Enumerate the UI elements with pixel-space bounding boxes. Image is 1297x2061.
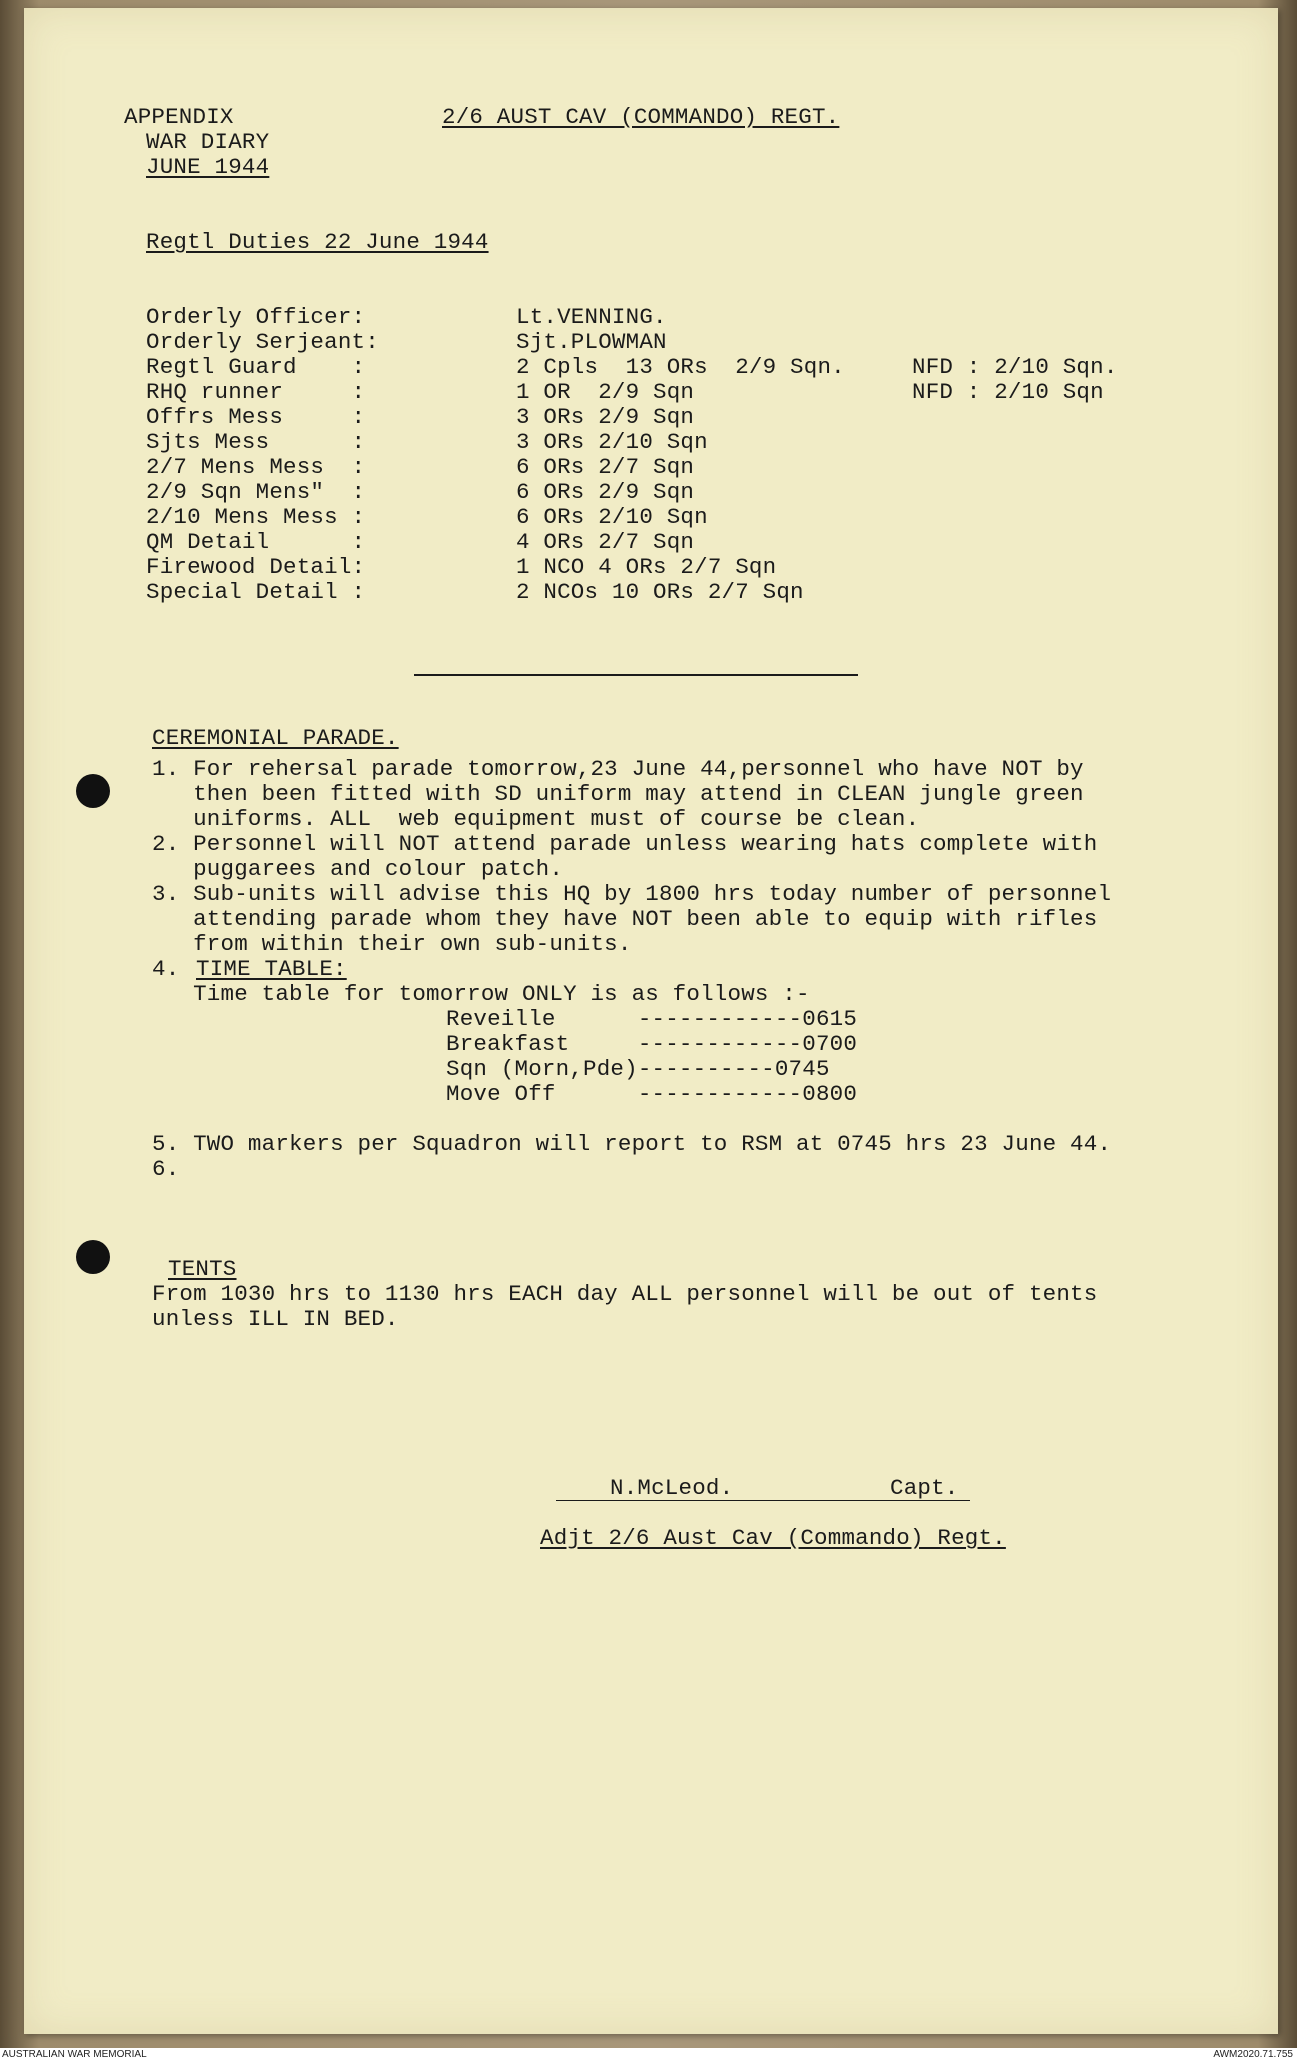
duty-label: QM Detail :: [146, 529, 366, 555]
parade-heading: CEREMONIAL PARADE.: [152, 725, 399, 751]
punch-hole: [76, 1240, 110, 1274]
duty-value: Sjt.PLOWMAN: [516, 329, 667, 355]
archive-footer: [0, 2048, 1297, 2061]
timetable-row: Breakfast ------------0700: [446, 1031, 858, 1057]
tents-line: unless ILL IN BED.: [152, 1306, 399, 1332]
duty-value: 2 Cpls 13 ORs 2/9 Sqn.: [516, 354, 845, 380]
duty-label: Offrs Mess :: [146, 404, 366, 430]
duty-label: Firewood Detail:: [146, 554, 366, 580]
footer-institution: AUSTRALIAN WAR MEMORIAL: [2, 2049, 147, 2060]
duty-label: Orderly Serjeant:: [146, 329, 379, 355]
duty-label: Sjts Mess :: [146, 429, 366, 455]
parade-item-5: 5. TWO markers per Squadron will report to RSM at 0745 hrs 23 June 44.: [152, 1131, 1112, 1157]
duty-value: 3 ORs 2/10 Sqn: [516, 429, 708, 455]
parade-item-2-line: 2. Personnel will NOT attend parade unless wearing hats complete with: [152, 831, 1098, 857]
parade-item-1-line: then been fitted with SD uniform may attend in CLEAN jungle green: [152, 781, 1084, 807]
duty-label: Special Detail :: [146, 579, 366, 605]
duties-heading: Regtl Duties 22 June 1944: [146, 229, 489, 255]
duty-value: 1 OR 2/9 Sqn: [516, 379, 695, 405]
duty-label: Regtl Guard :: [146, 354, 366, 380]
parade-item-2-line: puggarees and colour patch.: [152, 856, 564, 882]
duty-extra: NFD : 2/10 Sqn: [912, 379, 1104, 405]
duty-value: Lt.VENNING.: [516, 304, 667, 330]
unit-title: 2/6 AUST CAV (COMMANDO) REGT.: [442, 104, 840, 130]
timetable-heading: TIME TABLE:: [196, 956, 347, 982]
duty-value: 6 ORs 2/9 Sqn: [516, 479, 695, 505]
timetable-intro: Time table for tomorrow ONLY is as follows :-: [152, 981, 810, 1007]
duty-value: 3 ORs 2/9 Sqn: [516, 404, 695, 430]
parade-item-3-line: attending parade whom they have NOT been able to equip with rifles: [152, 906, 1098, 932]
section-divider: [414, 674, 858, 676]
parade-item-4-number: 4.: [152, 956, 180, 982]
tents-line: From 1030 hrs to 1130 hrs EACH day ALL personnel will be out of tents: [152, 1281, 1098, 1307]
duty-value: 4 ORs 2/7 Sqn: [516, 529, 695, 555]
duty-label: Orderly Officer:: [146, 304, 366, 330]
war-diary-line: WAR DIARY: [146, 129, 270, 155]
parade-item-6: 6.: [152, 1156, 180, 1182]
duty-label: RHQ runner :: [146, 379, 366, 405]
duty-value: 2 NCOs 10 ORs 2/7 Sqn: [516, 579, 804, 605]
duty-label: 2/9 Sqn Mens" :: [146, 479, 366, 505]
month-line: JUNE 1944: [146, 154, 270, 180]
punch-hole: [76, 774, 110, 808]
parade-item-3-line: 3. Sub-units will advise this HQ by 1800 hrs today number of personnel: [152, 881, 1112, 907]
signatory-name: N.McLeod.: [610, 1475, 734, 1501]
timetable-row: Move Off ------------0800: [446, 1081, 858, 1107]
appendix-line: APPENDIX: [124, 104, 234, 130]
tents-heading: TENTS: [168, 1256, 237, 1282]
parade-item-1-line: uniforms. ALL web equipment must of course be clean.: [152, 806, 920, 832]
footer-accession-number: AWM2020.71.755: [1213, 2049, 1293, 2060]
parade-item-1-line: 1. For rehersal parade tomorrow,23 June 44,personnel who have NOT by: [152, 756, 1084, 782]
parade-item-3-line: from within their own sub-units.: [152, 931, 632, 957]
signatory-rank: Capt.: [890, 1475, 959, 1501]
signatory-title: Adjt 2/6 Aust Cav (Commando) Regt.: [540, 1525, 1006, 1551]
duty-label: 2/7 Mens Mess :: [146, 454, 366, 480]
duty-value: 1 NCO 4 ORs 2/7 Sqn: [516, 554, 777, 580]
timetable-row: Reveille ------------0615: [446, 1006, 858, 1032]
timetable-row: Sqn (Morn,Pde)----------0745: [446, 1056, 830, 1082]
duty-value: 6 ORs 2/7 Sqn: [516, 454, 695, 480]
duty-extra: NFD : 2/10 Sqn.: [912, 354, 1118, 380]
duty-label: 2/10 Mens Mess :: [146, 504, 366, 530]
duty-value: 6 ORs 2/10 Sqn: [516, 504, 708, 530]
